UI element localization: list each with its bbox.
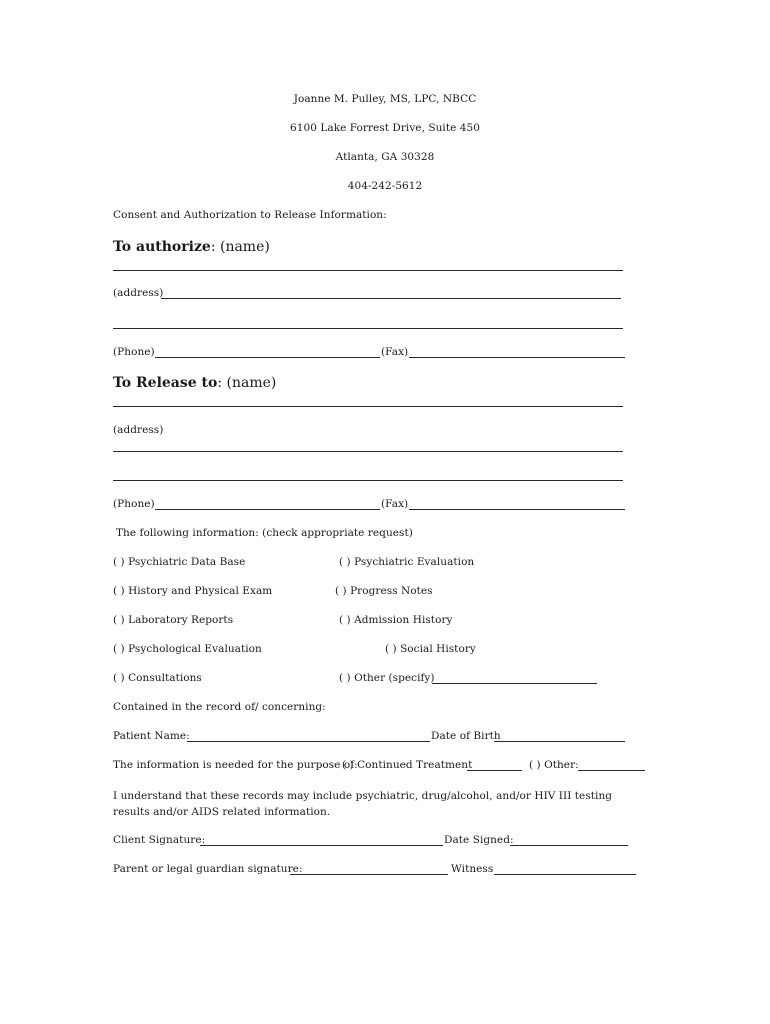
guardian-signature-label: Parent or legal guardian signature: — [113, 863, 303, 875]
release-heading: To Release to: (name) — [113, 375, 277, 391]
authorize-fax-line[interactable] — [409, 357, 625, 358]
client-signature-line[interactable] — [200, 845, 443, 846]
continued-treatment-line[interactable] — [467, 770, 522, 771]
witness-line[interactable] — [494, 874, 636, 875]
authorize-name-line[interactable] — [113, 270, 623, 271]
witness-label: Witness — [451, 863, 494, 875]
authorize-address-line-2[interactable] — [113, 328, 623, 329]
option-laboratory-reports[interactable]: ( ) Laboratory Reports — [113, 614, 234, 626]
option-other-specify[interactable]: ( ) Other (specify) — [339, 672, 435, 684]
form-intro: Consent and Authorization to Release Information: — [113, 209, 387, 221]
authorize-phone-line[interactable] — [155, 357, 380, 358]
date-signed-line[interactable] — [510, 845, 628, 846]
other-specify-line[interactable] — [432, 683, 597, 684]
release-fax-line[interactable] — [409, 509, 625, 510]
authorize-heading: To authorize: (name) — [113, 239, 270, 255]
authorize-address-label: (address) — [113, 287, 164, 299]
authorize-phone-label: (Phone) — [113, 346, 155, 358]
release-address-label: (address) — [113, 424, 164, 436]
patient-name-line[interactable] — [187, 741, 430, 742]
patient-name-label: Patient Name: — [113, 730, 190, 742]
purpose-other[interactable]: ( ) Other: — [529, 759, 579, 771]
contained-in-record: Contained in the record of/ concerning: — [113, 701, 326, 713]
release-fax-label: (Fax) — [381, 498, 409, 510]
info-prompt: The following information: (check appropriate request) — [116, 527, 413, 539]
release-phone-label: (Phone) — [113, 498, 155, 510]
option-psychiatric-evaluation[interactable]: ( ) Psychiatric Evaluation — [339, 556, 475, 568]
option-social-history[interactable]: ( ) Social History — [385, 643, 476, 655]
release-phone-line[interactable] — [155, 509, 380, 510]
option-admission-history[interactable]: ( ) Admission History — [339, 614, 453, 626]
client-signature-label: Client Signature: — [113, 834, 206, 846]
release-name-line[interactable] — [113, 406, 623, 407]
release-address-line-2[interactable] — [113, 480, 623, 481]
purpose-label: The information is needed for the purpose of: — [113, 759, 358, 771]
practitioner-phone: 404-242-5612 — [347, 180, 423, 192]
understanding-statement: I understand that these records may include psychiatric, drug/alcohol, and/or HIV III testing results and/or AIDS related information. — [113, 790, 613, 818]
date-of-birth-label: Date of Birth — [431, 730, 501, 742]
purpose-other-line[interactable] — [578, 770, 645, 771]
practitioner-city: Atlanta, GA 30328 — [335, 151, 435, 163]
option-consultations[interactable]: ( ) Consultations — [113, 672, 202, 684]
practitioner-name: Joanne M. Pulley, MS, LPC, NBCC — [293, 93, 477, 105]
option-psychological-evaluation[interactable]: ( ) Psychological Evaluation — [113, 643, 262, 655]
purpose-continued-treatment[interactable]: ( ) Continued Treatment — [342, 759, 473, 771]
date-signed-label: Date Signed: — [444, 834, 514, 846]
option-psychiatric-data-base[interactable]: ( ) Psychiatric Data Base — [113, 556, 246, 568]
option-progress-notes[interactable]: ( ) Progress Notes — [335, 585, 433, 597]
option-history-physical-exam[interactable]: ( ) History and Physical Exam — [113, 585, 273, 597]
release-address-line[interactable] — [113, 451, 623, 452]
guardian-signature-line[interactable] — [290, 874, 448, 875]
authorize-address-line[interactable] — [161, 298, 621, 299]
authorize-fax-label: (Fax) — [381, 346, 409, 358]
practitioner-street: 6100 Lake Forrest Drive, Suite 450 — [290, 122, 480, 134]
date-of-birth-line[interactable] — [494, 741, 625, 742]
